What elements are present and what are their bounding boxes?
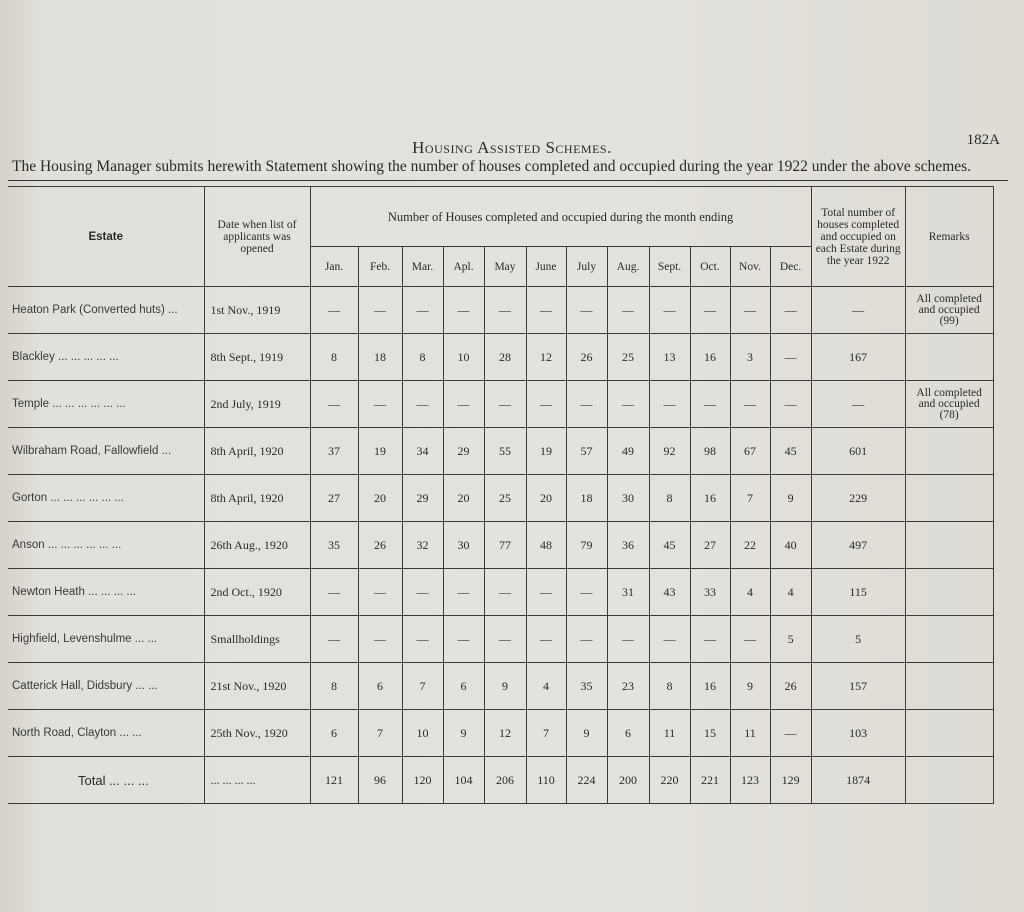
month-count-dec: 26 <box>770 663 811 710</box>
month-count-sept: 43 <box>649 569 690 616</box>
month-count-may: — <box>484 287 526 334</box>
remarks: All completed and occupied (78) <box>905 381 993 428</box>
month-count-sept: 11 <box>649 710 690 757</box>
month-count-aug: 49 <box>607 428 649 475</box>
month-count-mar: 8 <box>402 334 443 381</box>
month-count-feb: 18 <box>358 334 402 381</box>
month-count-june: 19 <box>526 428 566 475</box>
year-total: 601 <box>811 428 905 475</box>
header-month-apl: Apl. <box>443 247 484 287</box>
header-month-jan: Jan. <box>310 247 358 287</box>
month-count-may: 77 <box>484 522 526 569</box>
month-count-jan: 27 <box>310 475 358 522</box>
month-count-sept: — <box>649 381 690 428</box>
month-count-nov: 11 <box>730 710 770 757</box>
month-count-nov: 9 <box>730 663 770 710</box>
date-opened: 26th Aug., 1920 <box>204 522 310 569</box>
year-total: 115 <box>811 569 905 616</box>
estate-name: Wilbraham Road, Fallowfield ... <box>8 428 204 475</box>
remarks <box>905 475 993 522</box>
month-count-jan: 8 <box>310 334 358 381</box>
month-count-july: 57 <box>566 428 607 475</box>
month-count-apl: — <box>443 616 484 663</box>
page-title: Housing Assisted Schemes. <box>412 138 612 157</box>
month-count-feb: — <box>358 287 402 334</box>
month-count-oct: 98 <box>690 428 730 475</box>
month-count-apl: 6 <box>443 663 484 710</box>
month-count-sept: 8 <box>649 475 690 522</box>
month-count-aug: — <box>607 616 649 663</box>
month-count-sept: — <box>649 287 690 334</box>
month-count-jan: 35 <box>310 522 358 569</box>
top-rule <box>8 180 1008 181</box>
remarks <box>905 663 993 710</box>
month-count-nov: — <box>730 381 770 428</box>
month-count-aug: 6 <box>607 710 649 757</box>
month-count-mar: — <box>402 381 443 428</box>
month-count-feb: — <box>358 381 402 428</box>
month-count-june: — <box>526 569 566 616</box>
estate-name: Blackley ... ... ... ... ... <box>8 334 204 381</box>
month-count-dec: 5 <box>770 616 811 663</box>
month-count-feb: 26 <box>358 522 402 569</box>
header-date: Date when list of applicants was opened <box>204 187 310 287</box>
month-count-jan: — <box>310 616 358 663</box>
header-month-mar: Mar. <box>402 247 443 287</box>
table-row <box>8 663 993 710</box>
year-total: 157 <box>811 663 905 710</box>
month-count-mar: — <box>402 287 443 334</box>
month-count-june: 20 <box>526 475 566 522</box>
date-opened: 8th April, 1920 <box>204 428 310 475</box>
month-count-feb: — <box>358 616 402 663</box>
month-count-may: 9 <box>484 663 526 710</box>
estate-name: Heaton Park (Converted huts) ... <box>8 287 204 334</box>
date-opened: 21st Nov., 1920 <box>204 663 310 710</box>
month-count-nov: 3 <box>730 334 770 381</box>
month-count-nov: 67 <box>730 428 770 475</box>
date-opened: Smallholdings <box>204 616 310 663</box>
month-count-july: 26 <box>566 334 607 381</box>
month-count-mar: 29 <box>402 475 443 522</box>
month-count-oct: — <box>690 287 730 334</box>
month-count-apl: 104 <box>443 757 484 804</box>
month-count-mar: — <box>402 569 443 616</box>
remarks <box>905 569 993 616</box>
month-count-feb: 7 <box>358 710 402 757</box>
intro-text: The Housing Manager submits herewith Statement showing the number of houses completed and occupied during the year 1922 under the above schemes. <box>12 158 972 175</box>
month-count-mar: 32 <box>402 522 443 569</box>
date-opened: 8th Sept., 1919 <box>204 334 310 381</box>
total-row <box>8 757 993 804</box>
month-count-feb: — <box>358 569 402 616</box>
header-total: Total number of houses completed and occupied on each Estate during the year 1922 <box>811 187 905 287</box>
month-count-nov: — <box>730 616 770 663</box>
month-count-apl: — <box>443 381 484 428</box>
remarks <box>905 334 993 381</box>
month-count-oct: 221 <box>690 757 730 804</box>
month-count-oct: — <box>690 381 730 428</box>
month-count-may: 25 <box>484 475 526 522</box>
year-total: 167 <box>811 334 905 381</box>
table-row <box>8 381 993 428</box>
month-count-june: 12 <box>526 334 566 381</box>
month-count-nov: 7 <box>730 475 770 522</box>
remarks <box>905 757 993 804</box>
month-count-apl: — <box>443 569 484 616</box>
month-count-july: 224 <box>566 757 607 804</box>
month-count-dec: 45 <box>770 428 811 475</box>
month-count-aug: 30 <box>607 475 649 522</box>
header-month-feb: Feb. <box>358 247 402 287</box>
table-row <box>8 475 993 522</box>
month-count-may: — <box>484 616 526 663</box>
month-count-apl: 10 <box>443 334 484 381</box>
month-count-july: 9 <box>566 710 607 757</box>
header-months-group: Number of Houses completed and occupied during the month ending <box>310 187 811 247</box>
header-estate: Estate <box>8 187 204 287</box>
month-count-june: 48 <box>526 522 566 569</box>
month-count-oct: 16 <box>690 663 730 710</box>
total-label: Total ... ... ... <box>8 757 204 804</box>
date-opened: ... ... ... ... <box>204 757 310 804</box>
table-row <box>8 334 993 381</box>
month-count-jan: — <box>310 381 358 428</box>
month-count-aug: 36 <box>607 522 649 569</box>
month-count-may: — <box>484 569 526 616</box>
year-total: 229 <box>811 475 905 522</box>
month-count-apl: 29 <box>443 428 484 475</box>
remarks <box>905 710 993 757</box>
month-count-mar: 10 <box>402 710 443 757</box>
month-count-apl: — <box>443 287 484 334</box>
month-count-dec: 4 <box>770 569 811 616</box>
month-count-dec: — <box>770 710 811 757</box>
date-opened: 8th April, 1920 <box>204 475 310 522</box>
month-count-oct: 33 <box>690 569 730 616</box>
month-count-sept: 45 <box>649 522 690 569</box>
month-count-oct: 27 <box>690 522 730 569</box>
header-month-nov: Nov. <box>730 247 770 287</box>
date-opened: 2nd Oct., 1920 <box>204 569 310 616</box>
year-total: 5 <box>811 616 905 663</box>
month-count-jan: 8 <box>310 663 358 710</box>
month-count-june: — <box>526 381 566 428</box>
remarks <box>905 428 993 475</box>
month-count-apl: 30 <box>443 522 484 569</box>
table-row <box>8 428 993 475</box>
estate-name: North Road, Clayton ... ... <box>8 710 204 757</box>
month-count-june: 110 <box>526 757 566 804</box>
month-count-sept: — <box>649 616 690 663</box>
month-count-aug: 25 <box>607 334 649 381</box>
month-count-june: 4 <box>526 663 566 710</box>
month-count-july: 18 <box>566 475 607 522</box>
month-count-mar: — <box>402 616 443 663</box>
month-count-sept: 92 <box>649 428 690 475</box>
header-month-aug: Aug. <box>607 247 649 287</box>
table-row <box>8 710 993 757</box>
header-month-sept: Sept. <box>649 247 690 287</box>
month-count-june: — <box>526 616 566 663</box>
month-count-july: — <box>566 616 607 663</box>
month-count-dec: — <box>770 287 811 334</box>
month-count-aug: 23 <box>607 663 649 710</box>
header-month-june: June <box>526 247 566 287</box>
month-count-nov: 22 <box>730 522 770 569</box>
housing-table <box>8 186 994 804</box>
month-count-dec: 40 <box>770 522 811 569</box>
month-count-oct: 16 <box>690 334 730 381</box>
estate-name: Anson ... ... ... ... ... ... <box>8 522 204 569</box>
month-count-apl: 20 <box>443 475 484 522</box>
header-remarks: Remarks <box>905 187 993 287</box>
remarks: All completed and occupied (99) <box>905 287 993 334</box>
page-number: 182A <box>966 132 1000 148</box>
estate-name: Gorton ... ... ... ... ... ... <box>8 475 204 522</box>
year-total: 103 <box>811 710 905 757</box>
header-month-may: May <box>484 247 526 287</box>
header-month-oct: Oct. <box>690 247 730 287</box>
month-count-mar: 34 <box>402 428 443 475</box>
table-row <box>8 522 993 569</box>
month-count-feb: 6 <box>358 663 402 710</box>
month-count-june: 7 <box>526 710 566 757</box>
month-count-aug: — <box>607 287 649 334</box>
month-count-jan: — <box>310 287 358 334</box>
month-count-mar: 7 <box>402 663 443 710</box>
month-count-feb: 96 <box>358 757 402 804</box>
month-count-aug: — <box>607 381 649 428</box>
table-row <box>8 569 993 616</box>
month-count-sept: 13 <box>649 334 690 381</box>
estate-name: Newton Heath ... ... ... ... <box>8 569 204 616</box>
month-count-nov: 123 <box>730 757 770 804</box>
header-month-july: July <box>566 247 607 287</box>
month-count-jan: 6 <box>310 710 358 757</box>
year-total: — <box>811 381 905 428</box>
remarks <box>905 616 993 663</box>
month-count-may: 12 <box>484 710 526 757</box>
date-opened: 25th Nov., 1920 <box>204 710 310 757</box>
month-count-may: 28 <box>484 334 526 381</box>
header-month-dec: Dec. <box>770 247 811 287</box>
month-count-feb: 19 <box>358 428 402 475</box>
month-count-oct: — <box>690 616 730 663</box>
month-count-dec: 129 <box>770 757 811 804</box>
date-opened: 1st Nov., 1919 <box>204 287 310 334</box>
month-count-july: — <box>566 381 607 428</box>
estate-name: Temple ... ... ... ... ... ... <box>8 381 204 428</box>
month-count-dec: — <box>770 334 811 381</box>
month-count-july: 35 <box>566 663 607 710</box>
month-count-june: — <box>526 287 566 334</box>
month-count-july: — <box>566 287 607 334</box>
month-count-jan: 37 <box>310 428 358 475</box>
year-total: 1874 <box>811 757 905 804</box>
month-count-mar: 120 <box>402 757 443 804</box>
estate-name: Highfield, Levenshulme ... ... <box>8 616 204 663</box>
month-count-feb: 20 <box>358 475 402 522</box>
table-row <box>8 287 993 334</box>
table-row <box>8 616 993 663</box>
month-count-jan: 121 <box>310 757 358 804</box>
month-count-apl: 9 <box>443 710 484 757</box>
month-count-dec: 9 <box>770 475 811 522</box>
month-count-aug: 200 <box>607 757 649 804</box>
estate-name: Catterick Hall, Didsbury ... ... <box>8 663 204 710</box>
remarks <box>905 522 993 569</box>
month-count-july: — <box>566 569 607 616</box>
month-count-oct: 15 <box>690 710 730 757</box>
month-count-jan: — <box>310 569 358 616</box>
month-count-sept: 8 <box>649 663 690 710</box>
year-total: — <box>811 287 905 334</box>
month-count-may: — <box>484 381 526 428</box>
month-count-july: 79 <box>566 522 607 569</box>
month-count-nov: 4 <box>730 569 770 616</box>
month-count-may: 206 <box>484 757 526 804</box>
month-count-aug: 31 <box>607 569 649 616</box>
month-count-dec: — <box>770 381 811 428</box>
month-count-oct: 16 <box>690 475 730 522</box>
month-count-may: 55 <box>484 428 526 475</box>
month-count-nov: — <box>730 287 770 334</box>
date-opened: 2nd July, 1919 <box>204 381 310 428</box>
year-total: 497 <box>811 522 905 569</box>
month-count-sept: 220 <box>649 757 690 804</box>
